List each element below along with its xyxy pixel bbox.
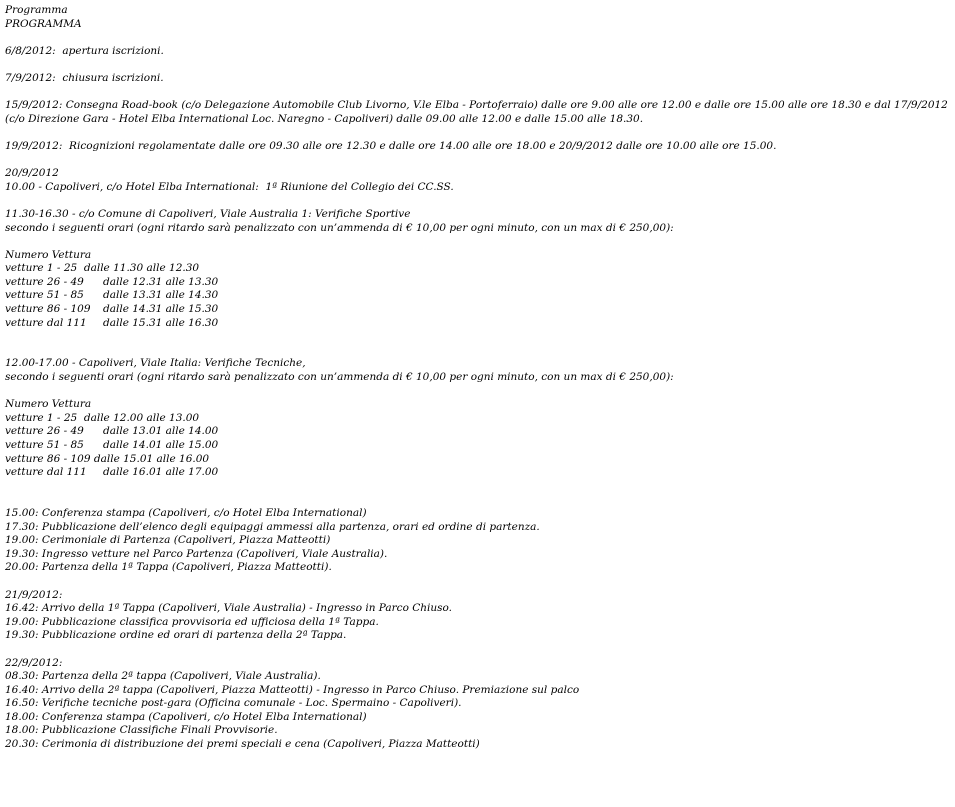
list-item: 18.00: Pubblicazione Classifiche Finali Provvisorie. [5, 724, 278, 737]
table-row [5, 466, 950, 480]
table-cell-car: vetture dal 111 [5, 316, 87, 329]
list-item: 19.30: Ingresso vetture nel Parco Partenza (Capoliveri, Viale Australia). [5, 547, 388, 560]
list-item: 19.00: Cerimoniale di Partenza (Capoliveri, Piazza Matteotti) [5, 534, 331, 547]
table-cell-time: dalle 15.31 alle 16.30 [103, 316, 219, 329]
table-cell-car: vetture 51 - 85 [5, 289, 84, 302]
day-20-collegio: 10.00 - Capoliveri, c/o Hotel Elba International: 1ª Riunione del Collegio dei CC.SS. [5, 180, 454, 193]
list-item: 16.40: Arrivo della 2ª tappa (Capoliveri, Piazza Matteotti) - Ingresso in Parco Chiuso. Premiazione sul palco [5, 683, 580, 696]
table-cell-car: vetture 86 - 109 dalle 15.01 alle 16.00 [5, 452, 210, 465]
sportive-title: 11.30-16.30 - c/o Comune di Capoliveri, Viale Australia 1: Verifiche Sportive [5, 207, 411, 220]
spacer [5, 643, 950, 657]
table-row [5, 439, 950, 453]
table-cell-car: vetture 26 - 49 [5, 425, 84, 438]
tecniche-note: secondo i seguenti orari (ogni ritardo sarà penalizzato con un’ammenda di € 10,00 per ogni minuto, con un max di € 250,00): [5, 371, 674, 384]
day-22-date: 22/9/2012: [5, 656, 63, 669]
spacer [5, 31, 950, 45]
table-cell-car: vetture 51 - 85 [5, 439, 84, 451]
spacer [5, 385, 950, 399]
table-row [5, 425, 950, 439]
list-item: 18.00: Conferenza stampa (Capoliveri, c/o Hotel Elba International) [5, 710, 367, 723]
day-21-events [5, 602, 950, 643]
spacer [5, 480, 950, 507]
table-cell-time: dalle 12.31 alle 13.30 [103, 275, 219, 288]
day-21-date: 21/9/2012: [5, 588, 63, 601]
tecniche-table [5, 412, 950, 480]
list-item: 19.30: Pubblicazione ordine ed orari di partenza della 2ª Tappa. [5, 629, 347, 642]
spacer [5, 235, 950, 249]
table-row [5, 276, 950, 290]
sportive-note: secondo i seguenti orari (ogni ritardo sarà penalizzato con un’ammenda di € 10,00 per ogni minuto, con un max di € 250,00): [5, 221, 674, 234]
table-row [5, 412, 950, 426]
sportive-table [5, 262, 950, 330]
tecniche-title: 12.00-17.00 - Capoliveri, Viale Italia: Verifiche Tecniche, [5, 357, 306, 370]
spacer [5, 86, 950, 100]
table-cell-car: vetture 26 - 49 [5, 275, 84, 288]
sportive-table-header: Numero Vettura [5, 248, 92, 261]
day-22-events [5, 670, 950, 752]
list-item: 19.00: Pubblicazione classifica provvisoria ed ufficiosa della 1ª Tappa. [5, 615, 379, 628]
table-row [5, 289, 950, 303]
table-row [5, 303, 950, 317]
spacer [5, 58, 950, 72]
table-cell-time: dalle 16.01 alle 17.00 [103, 466, 219, 479]
table-cell-car: vetture dal 111 [5, 466, 87, 479]
spacer [5, 126, 950, 140]
list-item: 16.50: Verifiche tecniche post-gara (Officina comunale - Loc. Spermaino - Capoliveri). [5, 697, 462, 710]
tecniche-table-header: Numero Vettura [5, 398, 92, 411]
table-cell-time: dalle 14.01 alle 15.00 [103, 439, 219, 451]
spacer [5, 194, 950, 208]
table-row [5, 453, 950, 467]
list-item: 20.00: Partenza della 1ª Tappa (Capoliveri, Piazza Matteotti). [5, 561, 332, 574]
table-cell-time: dalle 13.01 alle 14.00 [103, 425, 219, 438]
list-item: 15.00: Conferenza stampa (Capoliveri, c/o Hotel Elba International) [5, 506, 367, 519]
table-row [5, 317, 950, 331]
table-cell-car: vetture 86 - 109 [5, 303, 91, 316]
spacer [5, 575, 950, 589]
day-20-events [5, 507, 950, 575]
spacer [5, 330, 950, 357]
entry-roadbook: 15/9/2012: Consegna Road-book (c/o Delegazione Automobile Club Livorno, V.le Elba - Portoferraio) dalle ore 9.00 alle ore 12.00 e dalle ore 15.00 alle ore 18.30 e dal 17/9/2012 (c/o Direzione Gara - Hotel Elba International Loc. Naregno - Capoliveri) dalle 09.00 alle 12.00 e dalle 15.00 alle 18.30. [5, 99, 948, 125]
table-cell-time: dalle 13.31 alle 14.30 [103, 289, 219, 302]
entry-registration-close: 7/9/2012: chiusura iscrizioni. [5, 71, 164, 84]
list-item: 16.42: Arrivo della 1ª Tappa (Capoliveri, Viale Australia) - Ingresso in Parco Chiuso. [5, 602, 453, 615]
table-row [5, 262, 950, 276]
day-20-date: 20/9/2012 [5, 167, 59, 180]
list-item: 17.30: Pubblicazione dell’elenco degli equipaggi ammessi alla partenza, orari ed ordine di partenza. [5, 520, 540, 533]
document-title: Programma [5, 4, 68, 16]
list-item: 08.30: Partenza della 2ª tappa (Capoliveri, Viale Australia). [5, 670, 321, 683]
entry-registration-open: 6/8/2012: apertura iscrizioni. [5, 44, 164, 57]
spacer [5, 154, 950, 168]
list-item: 20.30: Cerimonia di distribuzione dei premi speciali e cena (Capoliveri, Piazza Matteotti) [5, 738, 480, 751]
table-cell-time: dalle 14.31 alle 15.30 [103, 303, 219, 316]
entry-recon: 19/9/2012: Ricognizioni regolamentate dalle ore 09.30 alle ore 12.30 e dalle ore 14.00 alle ore 18.00 e 20/9/2012 dalle ore 10.00 alle ore 15.00. [5, 139, 777, 152]
document-heading: PROGRAMMA [5, 17, 82, 30]
table-cell-car: vetture 1 - 25 dalle 11.30 alle 12.30 [5, 262, 200, 275]
table-cell-car: vetture 1 - 25 dalle 12.00 alle 13.00 [5, 411, 200, 424]
